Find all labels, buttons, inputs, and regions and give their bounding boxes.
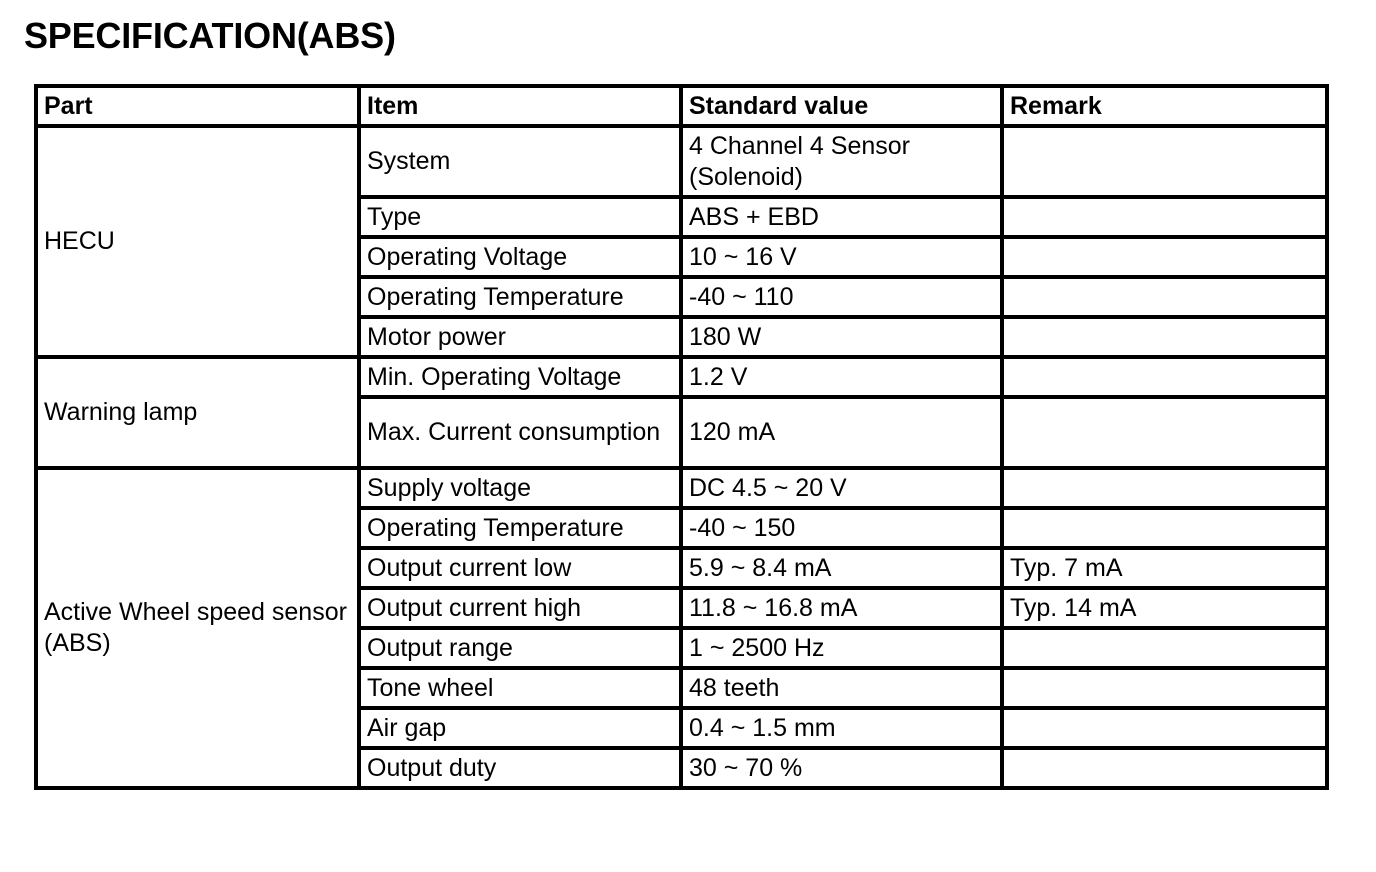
item-cell: Air gap	[359, 708, 681, 748]
value-cell: 10 ~ 16 V	[681, 237, 1002, 277]
remark-cell	[1002, 748, 1327, 788]
part-cell-hecu: HECU	[36, 126, 359, 357]
table-header-row	[36, 86, 1327, 126]
value-cell: 1 ~ 2500 Hz	[681, 628, 1002, 668]
item-cell: Supply voltage	[359, 468, 681, 508]
item-cell: Max. Current consumption	[359, 397, 681, 468]
remark-cell	[1002, 317, 1327, 357]
value-cell: 1.2 V	[681, 357, 1002, 397]
remark-cell	[1002, 397, 1327, 468]
remark-cell	[1002, 468, 1327, 508]
item-cell: Operating Voltage	[359, 237, 681, 277]
remark-cell	[1002, 237, 1327, 277]
table-row	[36, 468, 1327, 508]
remark-cell	[1002, 628, 1327, 668]
value-cell: ABS + EBD	[681, 197, 1002, 237]
item-cell: Operating Temperature	[359, 508, 681, 548]
value-cell: 180 W	[681, 317, 1002, 357]
part-cell-wheel-speed-sensor: Active Wheel speed sensor (ABS)	[36, 468, 359, 788]
item-cell: Min. Operating Voltage	[359, 357, 681, 397]
header-item: Item	[359, 86, 681, 126]
remark-cell	[1002, 357, 1327, 397]
remark-cell	[1002, 708, 1327, 748]
header-part: Part	[36, 86, 359, 126]
remark-cell	[1002, 126, 1327, 197]
specification-table	[34, 84, 1329, 790]
value-cell: 30 ~ 70 %	[681, 748, 1002, 788]
header-standard-value: Standard value	[681, 86, 1002, 126]
item-cell: System	[359, 126, 681, 197]
value-cell: 120 mA	[681, 397, 1002, 468]
remark-cell	[1002, 508, 1327, 548]
table-row	[36, 126, 1327, 197]
value-cell: -40 ~ 150	[681, 508, 1002, 548]
remark-cell	[1002, 197, 1327, 237]
item-cell: Output duty	[359, 748, 681, 788]
value-cell: 5.9 ~ 8.4 mA	[681, 548, 1002, 588]
remark-cell	[1002, 277, 1327, 317]
value-cell: 11.8 ~ 16.8 mA	[681, 588, 1002, 628]
value-cell: 48 teeth	[681, 668, 1002, 708]
value-cell: DC 4.5 ~ 20 V	[681, 468, 1002, 508]
page-title: SPECIFICATION(ABS)	[24, 15, 396, 56]
item-cell: Operating Temperature	[359, 277, 681, 317]
item-cell: Type	[359, 197, 681, 237]
item-cell: Output current low	[359, 548, 681, 588]
item-cell: Output current high	[359, 588, 681, 628]
remark-cell: Typ. 14 mA	[1002, 588, 1327, 628]
header-remark: Remark	[1002, 86, 1327, 126]
value-cell: 0.4 ~ 1.5 mm	[681, 708, 1002, 748]
remark-cell: Typ. 7 mA	[1002, 548, 1327, 588]
item-cell: Tone wheel	[359, 668, 681, 708]
item-cell: Motor power	[359, 317, 681, 357]
value-cell: 4 Channel 4 Sensor (Solenoid)	[681, 126, 1002, 197]
part-cell-warning-lamp: Warning lamp	[36, 357, 359, 468]
value-cell: -40 ~ 110	[681, 277, 1002, 317]
remark-cell	[1002, 668, 1327, 708]
item-cell: Output range	[359, 628, 681, 668]
table-row	[36, 357, 1327, 397]
